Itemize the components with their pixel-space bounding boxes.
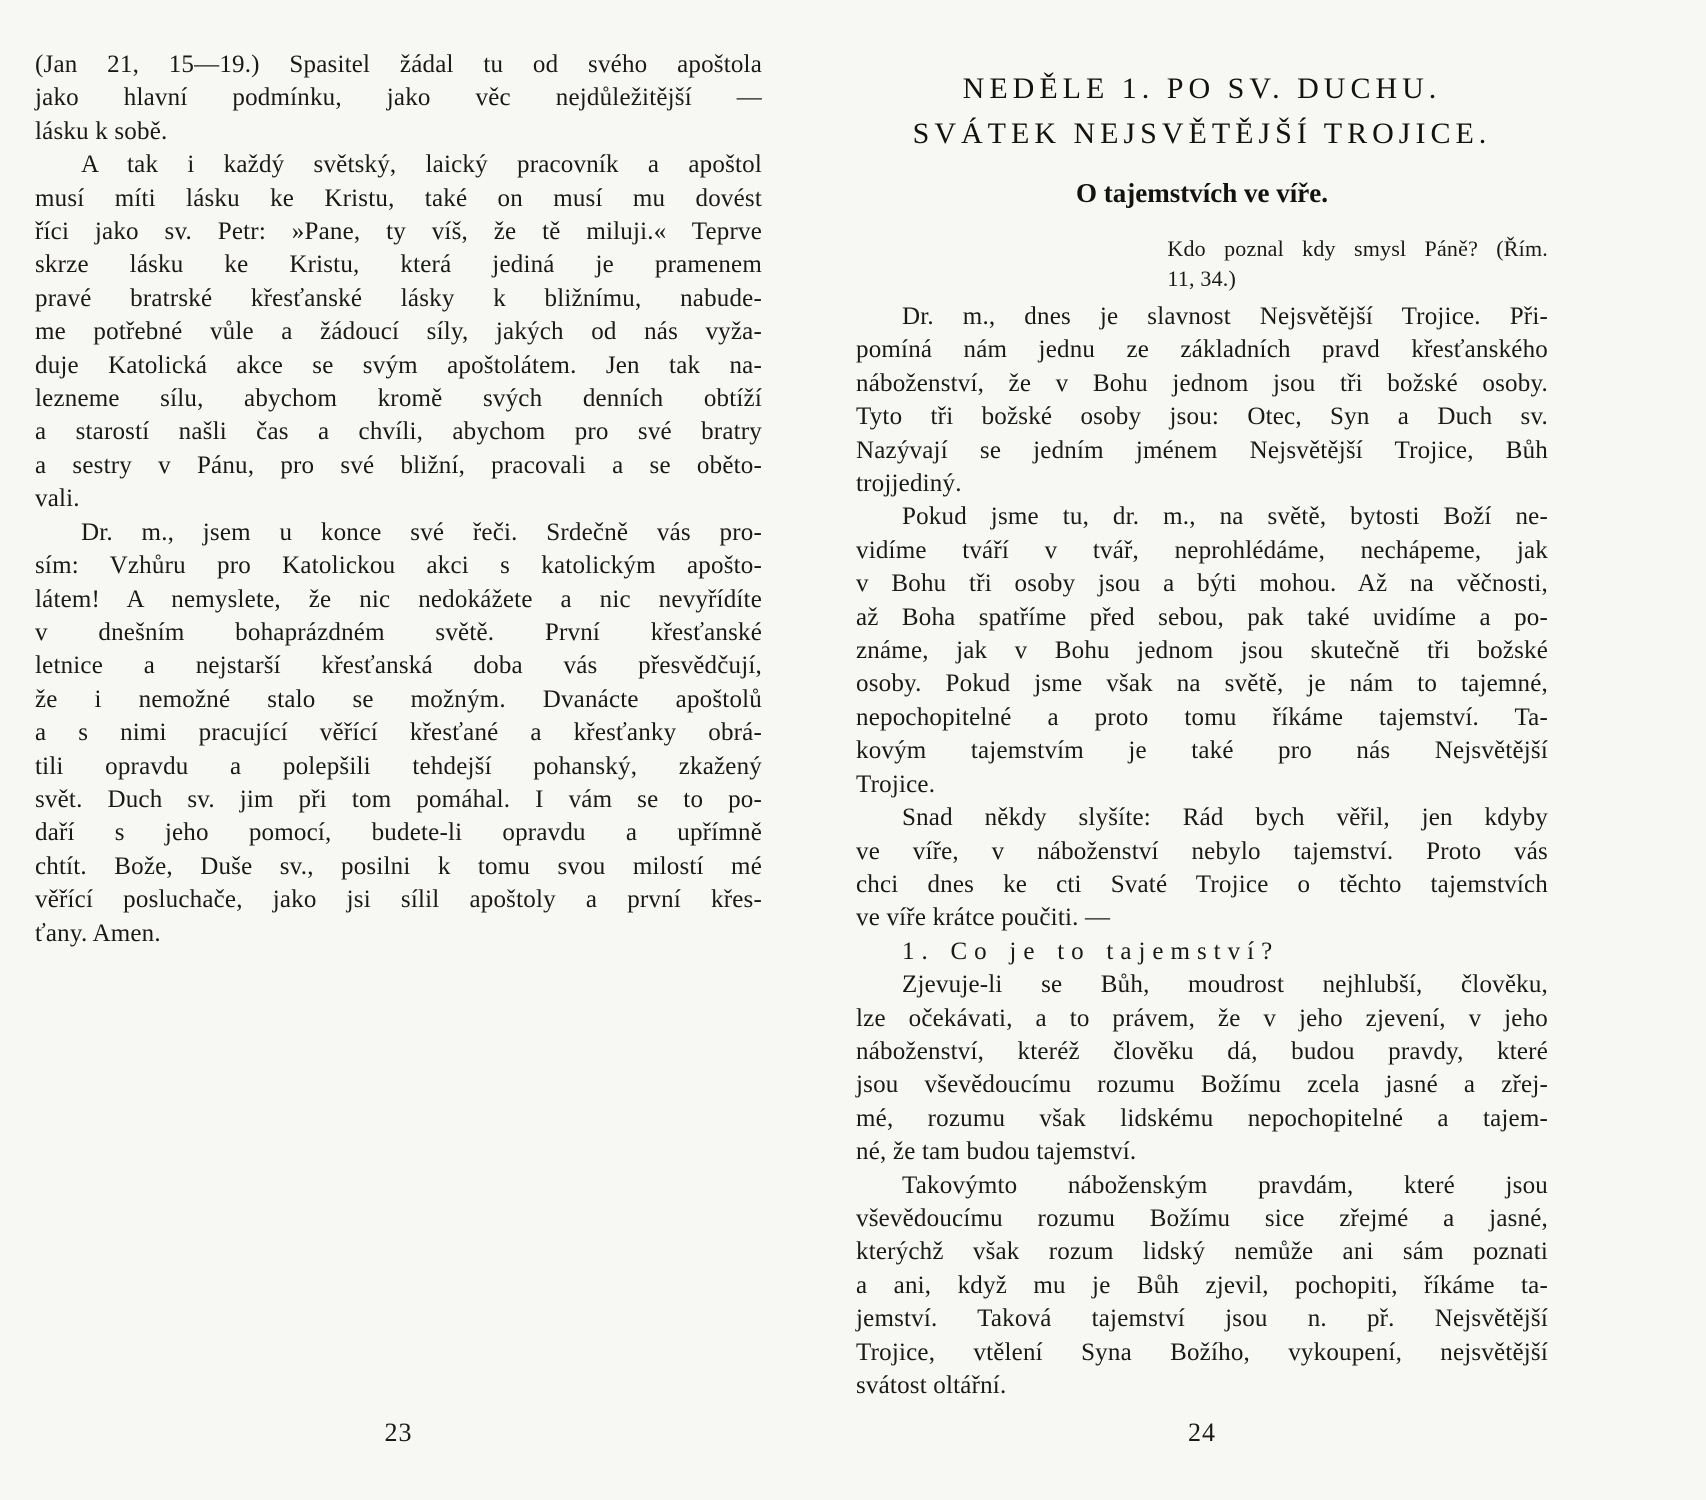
paragraph [35, 48, 762, 148]
text-line: svět. Duch sv. jim při tom pomáhal. I vám se to po- [35, 785, 762, 813]
paragraph [856, 968, 1548, 1168]
text-line: mé, rozumu však lidskému nepochopitelné a tajem- [856, 1104, 1548, 1132]
paragraph [35, 516, 762, 950]
page-number-right: 24 [1188, 1418, 1216, 1447]
text-line: říci jako sv. Petr: »Pane, ty víš, že tě miluji.« Teprve [35, 218, 762, 246]
paragraph [856, 1169, 1548, 1403]
text-line: Tyto tři božské osoby jsou: Otec, Syn a Duch sv. [856, 403, 1548, 431]
text-line: Snad někdy slyšíte: Rád bych věřil, jen kdyby [902, 804, 1548, 832]
chapter-heading-line1: NEDĚLE 1. PO SV. DUCHU. [962, 72, 1442, 105]
text-line: trojjediný. [856, 470, 962, 498]
scripture-epigraph [856, 234, 1548, 294]
paragraph [856, 300, 1548, 500]
text-line: že i nemožné stalo se možným. Dvanácte apoštolů [35, 685, 762, 713]
text-line: jemství. Taková tajemství jsou n. př. Nejsvětější [856, 1305, 1548, 1333]
text-line: a sestry v Pánu, pro své bližní, pracovali a se oběto- [35, 451, 762, 479]
paragraph [856, 500, 1548, 801]
text-line: nepochopitelné a proto tomu říkáme tajemství. Ta- [856, 703, 1548, 731]
text-line: jsou vševědoucímu rozumu Božímu zcela jasné a zřej- [856, 1071, 1548, 1099]
text-line: Nazývají se jedním jménem Nejsvětější Trojice, Bůh [856, 436, 1548, 464]
text-line: až Boha spatříme před sebou, pak také uvidíme a po- [856, 603, 1548, 631]
text-line: kovým tajemstvím je také pro nás Nejsvětější [856, 737, 1548, 765]
paragraph [35, 148, 762, 515]
text-line: jako hlavní podmínku, jako věc nejdůležitější — [35, 84, 762, 112]
text-line: náboženství, že v Bohu jednom jsou tři božské osoby. [856, 369, 1548, 397]
text-line: Dr. m., jsem u konce své řeči. Srdečně vás pro- [81, 518, 762, 546]
text-line: me potřebné vůle a žádoucí síly, jakých od nás vyža- [35, 318, 762, 346]
text-line: a ani, když mu je Bůh zjevil, pochopiti, říkáme ta- [856, 1271, 1548, 1299]
text-line: kterýchž však rozum lidský nemůže ani sám poznati [856, 1238, 1548, 1266]
text-line: náboženství, kteréž člověku dá, budou pravdy, které [856, 1037, 1548, 1065]
text-line: a starostí našli čas a chvíli, abychom pro své bratry [35, 418, 762, 446]
text-line: chtít. Bože, Duše sv., posilni k tomu svou milostí mé [35, 852, 762, 880]
scripture-epigraph-text [1167, 234, 1548, 294]
chapter-heading [856, 66, 1548, 156]
page-right-body [856, 300, 1548, 1402]
text-line: ve víře krátce poučiti. — [856, 904, 1111, 932]
text-line: Takovýmto náboženským pravdám, které jsou [902, 1171, 1548, 1199]
text-line: duje Katolická akce se svým apoštolátem. Jen tak na- [35, 351, 762, 379]
text-line: lezneme sílu, abychom kromě svých denních obtíží [35, 385, 762, 413]
text-line: svátost oltářní. [856, 1372, 1007, 1399]
text-line: v Bohu tři osoby jsou a býti mohou. Až na věčnosti, [856, 570, 1548, 598]
text-line: Kdo poznal kdy smysl Páně? (Řím. [1167, 236, 1548, 261]
text-line: a s nimi pracující věřící křesťané a křesťanky obrá- [35, 719, 762, 747]
text-line: 1. Co je to tajemství? [902, 937, 1280, 965]
text-line: ťany. Amen. [35, 919, 161, 947]
text-line: tili opravdu a polepšili tehdejší pohanský, zkažený [35, 752, 762, 780]
text-line: skrze lásku ke Kristu, která jediná je pramenem [35, 251, 762, 279]
text-line: vali. [35, 485, 80, 513]
paragraph [1167, 234, 1548, 294]
text-line: lásku k sobě. [35, 117, 168, 145]
paragraph [856, 935, 1548, 968]
text-line: sím: Vzhůru pro Katolickou akci s katolickým apošto- [35, 552, 762, 580]
page-number-left: 23 [384, 1418, 413, 1447]
page-left-body [35, 48, 762, 950]
text-line: ve víře, v náboženství nebylo tajemství. Proto vás [856, 837, 1548, 865]
text-line: Dr. m., dnes je slavnost Nejsvětější Trojice. Při- [902, 303, 1548, 330]
text-line: v dnešním bohaprázdném světě. První křesťanské [35, 618, 762, 646]
text-line: věřící posluchače, jako jsi sílil apoštoly a první křes- [35, 886, 762, 914]
text-line: pravé bratrské křesťanské lásky k bližnímu, nabude- [35, 284, 762, 312]
text-line: (Jan 21, 15—19.) Spasitel žádal tu od svého apoštola [35, 51, 762, 78]
text-line: musí míti lásku ke Kristu, také on musí mu dovést [35, 184, 762, 212]
text-line: Pokud jsme tu, dr. m., na světě, bytosti Boží ne- [902, 503, 1548, 531]
text-line: A tak i každý světský, laický pracovník a apoštol [81, 151, 762, 179]
text-line: vidíme tváří v tvář, neprohlédáme, nechápeme, jak [856, 536, 1548, 564]
text-line: Trojice. [856, 770, 936, 798]
sermon-title: O tajemstvích ve víře. [1076, 178, 1328, 208]
text-line: známe, jak v Bohu jednom jsou skutečně tři božské [856, 637, 1548, 665]
text-line: Zjevuje-li se Bůh, moudrost nejhlubší, člověku, [902, 971, 1548, 999]
paragraph [856, 801, 1548, 935]
text-line: látem! A nemyslete, že nic nedokážete a nic nevyřídíte [35, 585, 762, 613]
text-line: vševědoucímu rozumu Božímu sice zřejmé a jasné, [856, 1204, 1548, 1232]
text-line: Trojice, vtělení Syna Božího, vykoupení, nejsvětější [856, 1338, 1548, 1366]
text-line: 11, 34.) [1167, 266, 1237, 291]
text-line: letnice a nejstarší křesťanská doba vás přesvědčují, [35, 652, 762, 680]
page-right [800, 0, 1706, 1500]
text-line: lze očekávati, a to právem, že v jeho zjevení, v jeho [856, 1004, 1548, 1032]
page-left [0, 0, 800, 1500]
text-line: osoby. Pokud jsme však na světě, je nám to tajemné, [856, 670, 1548, 698]
text-line: daří s jeho pomocí, budete-li opravdu a upřímně [35, 819, 762, 847]
chapter-heading-line2: SVÁTEK NEJSVĚTĚJŠÍ TROJICE. [912, 117, 1492, 150]
text-line: pomíná nám jednu ze základních pravd křesťanského [856, 336, 1548, 364]
text-line: chci dnes ke cti Svaté Trojice o těchto tajemstvích [856, 870, 1548, 898]
text-line: né, že tam budou tajemství. [856, 1138, 1137, 1166]
